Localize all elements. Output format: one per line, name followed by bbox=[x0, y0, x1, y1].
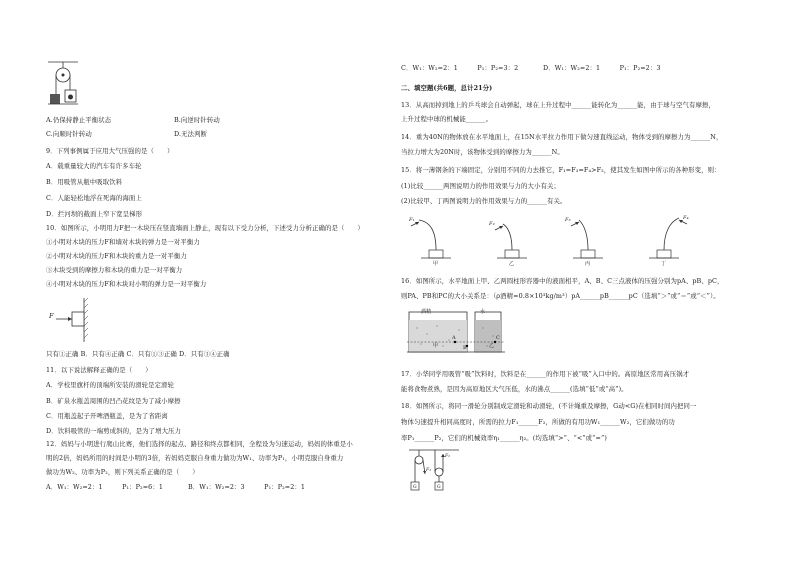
q15-line-1: 15．将一薄钢条的下端固定，分别用不同的力去推它，F₁=F₃=F₄>F₂，使其发生如图中所示的各种形变，则： bbox=[401, 166, 721, 174]
q10-statement-3: ③木块受到的摩擦力和木块的重力是一对平衡力 bbox=[46, 266, 183, 274]
q12-option-d: D．W₁：W₂=2：1 P₁：P₂=2：3 bbox=[543, 64, 661, 72]
q17-line-2: 能将食物煮熟，是因为高原地区大气压低，水的沸点______(选填“低”或“高”)。 bbox=[401, 385, 628, 393]
fig-label-ding: 丁 bbox=[661, 261, 667, 267]
strip-fig-ding bbox=[649, 218, 687, 258]
q16-line-2: 则PA、PB和PC的大小关系是：（ρ酒精=0.8×10³kg/m³）pA______pB______pC（选填“＞”或“＝”或“＜”）。 bbox=[401, 292, 720, 300]
q11-option-a: A．学校里旗杆的顶端所安装的滑轮是定滑轮 bbox=[46, 381, 175, 389]
q11-option-d: D．饮料吸管的一端剪成斜的，是为了增大压力 bbox=[46, 427, 182, 435]
label-yi: 乙 bbox=[489, 343, 495, 349]
strip-fig-jia bbox=[411, 220, 451, 258]
q12-line-3: 做功为W₂、功率为P₂，则下列关系正确的是（ ） bbox=[46, 468, 199, 476]
q18-line-3: 率P₁______P₂，它们的机械效率η₁______η₂。(均选填“>”、“<”或“=”) bbox=[401, 434, 607, 442]
q11-option-b: B．矿泉水瓶盖周围的凹凸花纹是为了减小摩擦 bbox=[46, 397, 181, 405]
fig-label-bing: 丙 bbox=[585, 261, 591, 267]
force-label-f1: F₁ bbox=[409, 217, 415, 223]
strip-fig-yi bbox=[495, 224, 527, 258]
weight-left bbox=[50, 94, 60, 104]
q8-option-a: A.仍保持静止平衡状态 bbox=[46, 116, 112, 124]
q18-line-2: 物体匀速提升相同高度时，所需的拉力F₁______F₂，所做的有用功W₁______W₂，它们做功的功 bbox=[401, 418, 675, 426]
force-label-f2-pulley: F₂ bbox=[445, 454, 451, 459]
label-alcohol: 酒精 bbox=[421, 309, 432, 315]
q12-option-c: C．W₁：W₂=2：1 P₁：P₂=3：2 bbox=[401, 64, 519, 72]
weight-label-1: G bbox=[413, 485, 417, 490]
q10-statement-4: ④小明对木块的压力F和木块对小明的弹力是一对平衡力 bbox=[46, 280, 207, 288]
q11-option-c: C．用瓶盖起子开啤酒瓶盖，是为了省距离 bbox=[46, 412, 168, 420]
q14-line-1: 14．重为40N的物体放在水平地面上，在15N水平拉力作用下做匀速直线运动，物体受到的摩擦力为______N， bbox=[401, 133, 723, 141]
q9-option-d: D．拦河坝的截面上窄下宽呈梯形 bbox=[46, 210, 143, 218]
q8-option-d: D.无法判断 bbox=[174, 130, 208, 138]
pulley-figure bbox=[46, 60, 86, 108]
fig-label-yi: 乙 bbox=[509, 261, 515, 267]
force-label-f1-pulley: F₁ bbox=[426, 468, 432, 473]
q15-line-2: (1)比较______两图说明力的作用效果与力的大小有关； bbox=[401, 182, 560, 190]
steel-strip-figures bbox=[407, 210, 697, 266]
label-point-b: B bbox=[463, 345, 467, 351]
fixed-pulley bbox=[415, 456, 423, 464]
force-label-f2: F₂ bbox=[489, 221, 495, 227]
weight-label-2: G bbox=[437, 485, 441, 490]
q12-option-a: A．W₁：W₂=2：1 P₁：P₂=6：1 bbox=[46, 483, 163, 491]
q13-line-2: 上升过程中球的机械能______。 bbox=[401, 115, 493, 123]
fig-label-jia: 甲 bbox=[433, 261, 439, 267]
q10-statement-2: ②小明对木块的压力F和木块的重力是一对平衡力 bbox=[46, 252, 187, 260]
force-label-f4: F₄ bbox=[683, 215, 689, 221]
q13-line-1: 13．从高而掉到地上的乒乓球会自动弹起，球在上升过程中______能转化为______能，由于球与空气有摩擦， bbox=[401, 101, 715, 109]
q15-line-3: (2)比较甲、丁两图说明力的作用效果与力的______有关。 bbox=[401, 197, 567, 205]
q17-line-1: 17．小华同学用吸管“吸”饮料时，饮料是在______的作用下被“吸”入口中的。高原地区常用高压锅才 bbox=[401, 370, 690, 378]
q12-option-b: B．W₁：W₂=2：3 P₁：P₂=2：1 bbox=[188, 483, 306, 491]
q14-line-2: 当拉力增大为20N时，该物体受到的摩擦力为______N。 bbox=[401, 148, 564, 156]
strip-fig-bing bbox=[571, 220, 603, 258]
q18-line-1: 18．如图所示，将同一滑轮分别制成定滑轮和动滑轮，(不计绳重及摩擦，G动<G)在相同时间内把同一 bbox=[401, 402, 697, 410]
q9-stem: 9．下列事例属于应用大气压强的是（ ） bbox=[46, 147, 174, 155]
label-point-c: C bbox=[496, 335, 500, 341]
q8-option-b: B.向逆时针转动 bbox=[174, 116, 220, 124]
q16-line-1: 16．如图所示，水平地面上甲、乙两圆柱形容器中的液面相平，A、B、C三点液体的压强分别为pA、pB、pC， bbox=[401, 277, 724, 285]
label-point-a: A bbox=[452, 335, 456, 341]
q11-stem: 11．以下说法解释正确的是（ ） bbox=[46, 366, 152, 374]
q12-line-1: 12．妈妈与小明进行爬山比赛，他们选择的起点、路径和终点都相同，全程设为匀速运动，妈妈的体重是小 bbox=[46, 440, 353, 448]
q10-stem: 10．如图所示，小明用力F把一木块压在竖直墙面上静止，现有以下受力分析，下述受力分析正确的是（ ） bbox=[46, 224, 364, 232]
wooden-block bbox=[72, 312, 84, 326]
force-label-f3: F₃ bbox=[565, 217, 571, 223]
wall-block-figure bbox=[46, 296, 106, 344]
q10-statement-1: ①小明对木块的压力F和墙对木块的弹力是一对平衡力 bbox=[46, 238, 200, 246]
q10-answers: 只有①正确 B．只有④正确 C．只有①③正确 D．只有③④正确 bbox=[46, 350, 230, 358]
movable-pulley bbox=[435, 468, 443, 476]
force-f-label: F bbox=[49, 312, 54, 320]
q9-option-c: C．人能轻松地浮在死海的海面上 bbox=[46, 194, 142, 202]
q8-option-c: C.向顺时针转动 bbox=[46, 130, 92, 138]
label-jia: 甲 bbox=[433, 343, 439, 349]
q12-line-2: 明的2倍，妈妈所用的时间是小明的3倍，若妈妈克服自身重力做功为W₁、功率为P₁，小明克服自身重力 bbox=[46, 454, 344, 462]
q9-option-b: B．用吸管从瓶中吸取饮料 bbox=[46, 178, 123, 186]
section-2-heading: 二、填空题(共6题，总计21分) bbox=[401, 84, 493, 92]
label-water: 水 bbox=[480, 309, 486, 315]
q9-option-a: A．载重量较大的汽车有许多车轮 bbox=[46, 162, 142, 170]
